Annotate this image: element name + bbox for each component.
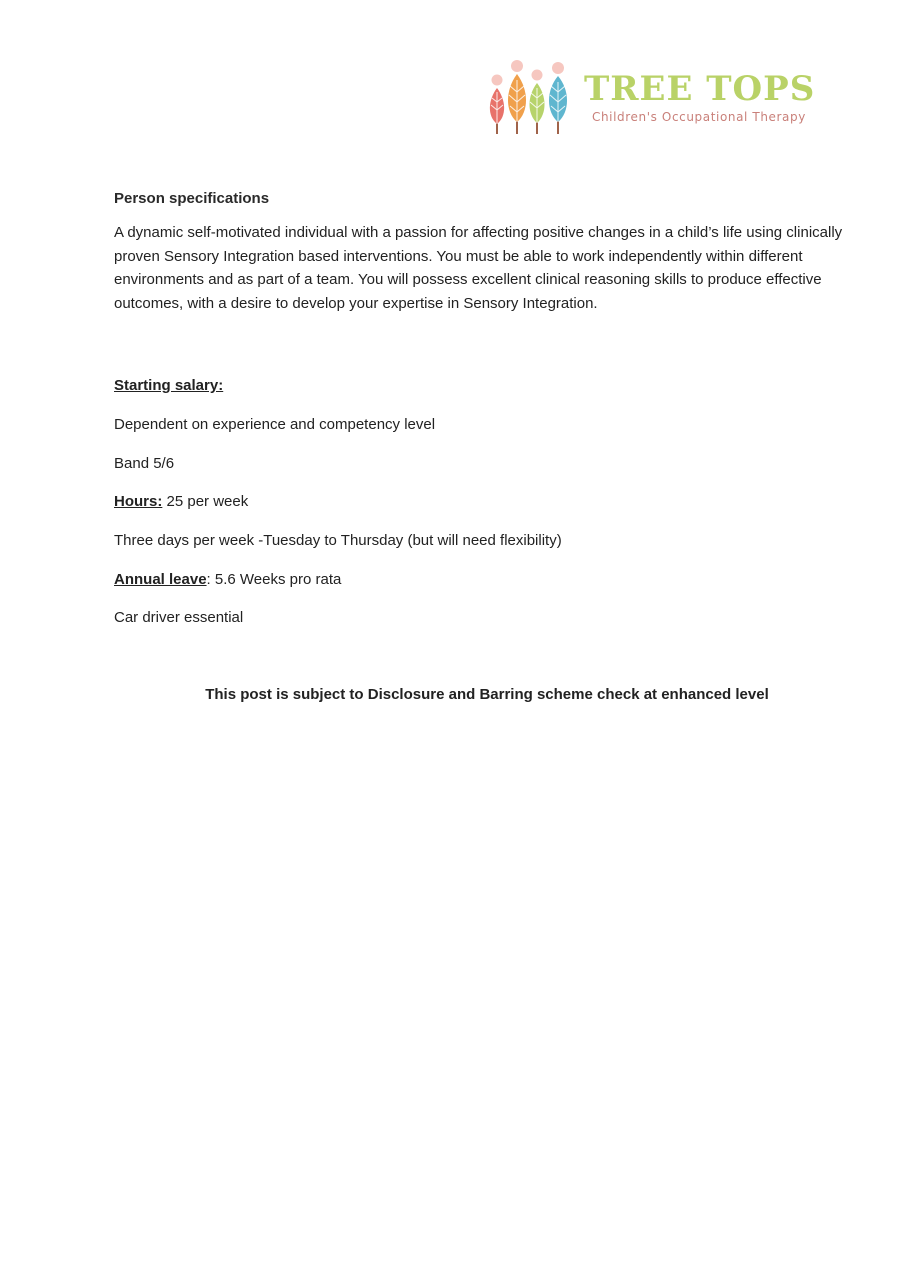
days-text: Three days per week -Tuesday to Thursday (but will need flexibility) bbox=[114, 532, 562, 549]
salary-label-line bbox=[114, 376, 223, 396]
leave-value: : 5.6 Weeks pro rata bbox=[206, 571, 342, 588]
hours-value: 25 per week bbox=[162, 493, 249, 510]
blossom-icon bbox=[492, 75, 503, 86]
blossom-icon bbox=[511, 60, 523, 72]
trees-icon bbox=[484, 58, 580, 140]
salary-text: Dependent on experience and competency level bbox=[114, 416, 436, 433]
band-text: Band 5/6 bbox=[114, 455, 175, 472]
logo-subtitle: Children's Occupational Therapy bbox=[592, 110, 806, 124]
dbs-notice bbox=[0, 686, 904, 703]
person-spec-heading: Person specifications bbox=[114, 190, 270, 207]
leave-line bbox=[114, 570, 341, 590]
blossom-icon bbox=[532, 70, 543, 81]
leave-label: Annual leave bbox=[114, 571, 207, 588]
salary-label: Starting salary: bbox=[114, 377, 224, 394]
driver-text: Car driver essential bbox=[114, 609, 244, 626]
tree-tops-logo bbox=[484, 58, 834, 140]
blossom-icon bbox=[552, 62, 564, 74]
hours-line bbox=[114, 492, 248, 512]
person-spec-paragraph: A dynamic self-motivated individual with a passion for affecting positive changes in a child’s life using clinically proven Sensory Integration based interventions. You must be able to work independently within different environments and as part of a team. You will possess excellent clinical reasoning skills to produce effective outcomes, with a desire to develop your expertise in Sensory Integration. bbox=[114, 224, 843, 312]
hours-label: Hours: bbox=[114, 493, 163, 510]
document-body bbox=[114, 190, 864, 626]
logo-title: TREE TOPS bbox=[584, 69, 816, 109]
dbs-notice-text: This post is subject to Disclosure and Barring scheme check at enhanced level bbox=[205, 686, 769, 703]
